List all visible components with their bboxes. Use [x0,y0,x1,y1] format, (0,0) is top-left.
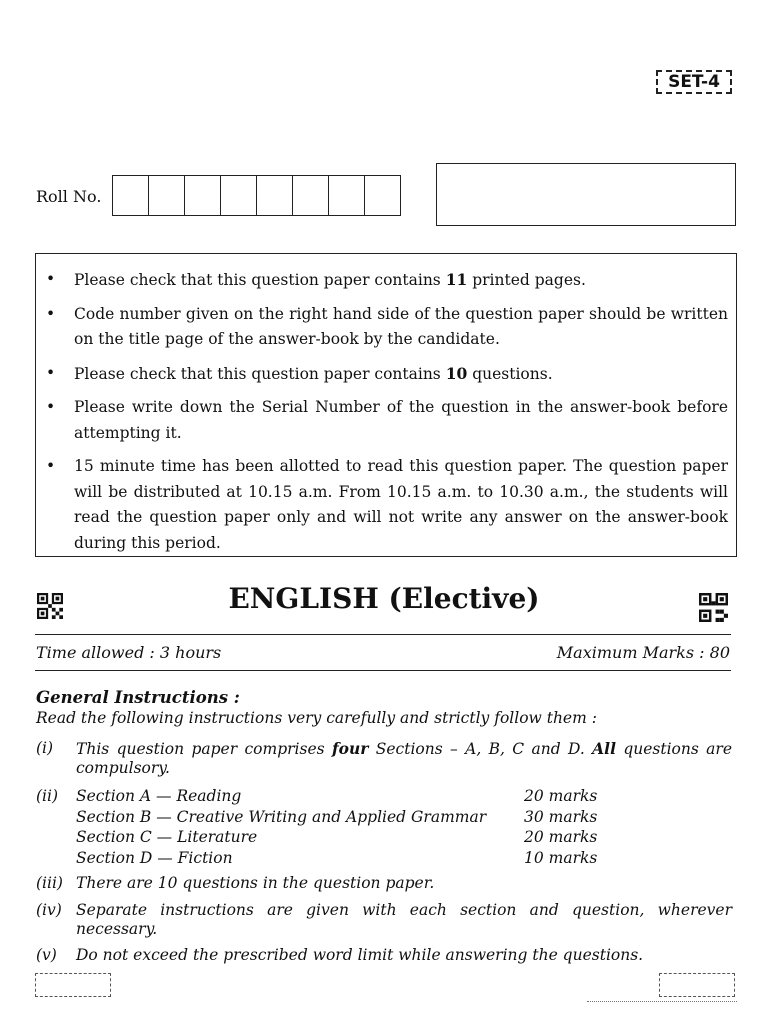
instruction-number: (iii) [36,874,63,892]
candidate-notice-box [35,253,737,557]
footer-code-box [35,973,111,997]
roll-digit-box[interactable] [293,176,329,215]
roll-digit-box[interactable] [185,176,221,215]
section-marks-list [76,786,732,868]
footer-page-box [659,973,735,997]
instruction-item: (i) This question paper comprises four Sections – A, B, C and D. All questions are compulsory. [36,739,732,777]
instruction-number: (i) [36,739,54,757]
roll-digit-box[interactable] [149,176,185,215]
roll-digit-box[interactable] [257,176,293,215]
instruction-item [36,786,732,868]
roll-digit-box[interactable] [113,176,149,215]
instruction-number: (iv) [36,901,62,919]
divider [35,634,731,635]
roll-number-boxes[interactable] [112,175,401,216]
roll-number-label: Roll No. [36,187,102,206]
set-number-badge: SET-4 [656,70,732,94]
paper-title: ENGLISH (Elective) [228,582,540,615]
section-row: Section A — Reading 20 marks [76,787,598,805]
notice-item: • Please check that this question paper contains 10 questions. [44,361,728,388]
section-row: Section D — Fiction 10 marks [76,848,598,867]
question-code-box [436,163,736,226]
maximum-marks: Maximum Marks : 80 [556,643,730,662]
notice-item: • 15 minute time has been allotted to read this question paper. The question paper will be distributed at 10.15 a.m. From 10.15 a.m. to 10.30 a.m., the students will read the question paper only and will not write any answer on the answer-book during this period. [44,454,728,556]
instruction-item: (iv) Separate instructions are given with each section and question, wherever necessary. [36,901,732,938]
instruction-item: (iii) There are 10 questions in the question paper. [36,874,435,892]
time-allowed: Time allowed : 3 hours [36,643,222,662]
roll-digit-box[interactable] [329,176,365,215]
general-instructions-intro: Read the following instructions very carefully and strictly follow them : [36,709,597,727]
instruction-item: (v) Do not exceed the prescribed word limit while answering the questions. [36,946,644,964]
roll-digit-box[interactable] [365,176,400,215]
instruction-number: (v) [36,946,57,964]
footer-divider [587,1001,737,1002]
roll-digit-box[interactable] [221,176,257,215]
section-row: Section C — Literature 20 marks [76,828,598,846]
general-instructions-heading: General Instructions : [36,688,240,707]
notice-item: • Please check that this question paper contains 11 printed pages. [44,267,728,294]
notice-item: • Please write down the Serial Number of the question in the answer-book before attempting it. [44,395,728,446]
section-row: Section B — Creative Writing and Applied Grammar 30 marks [76,807,598,826]
notice-item: • Code number given on the right hand side of the question paper should be written on the title page of the answer-book by the candidate. [44,302,728,353]
divider [35,670,731,671]
instruction-number: (ii) [36,787,59,805]
